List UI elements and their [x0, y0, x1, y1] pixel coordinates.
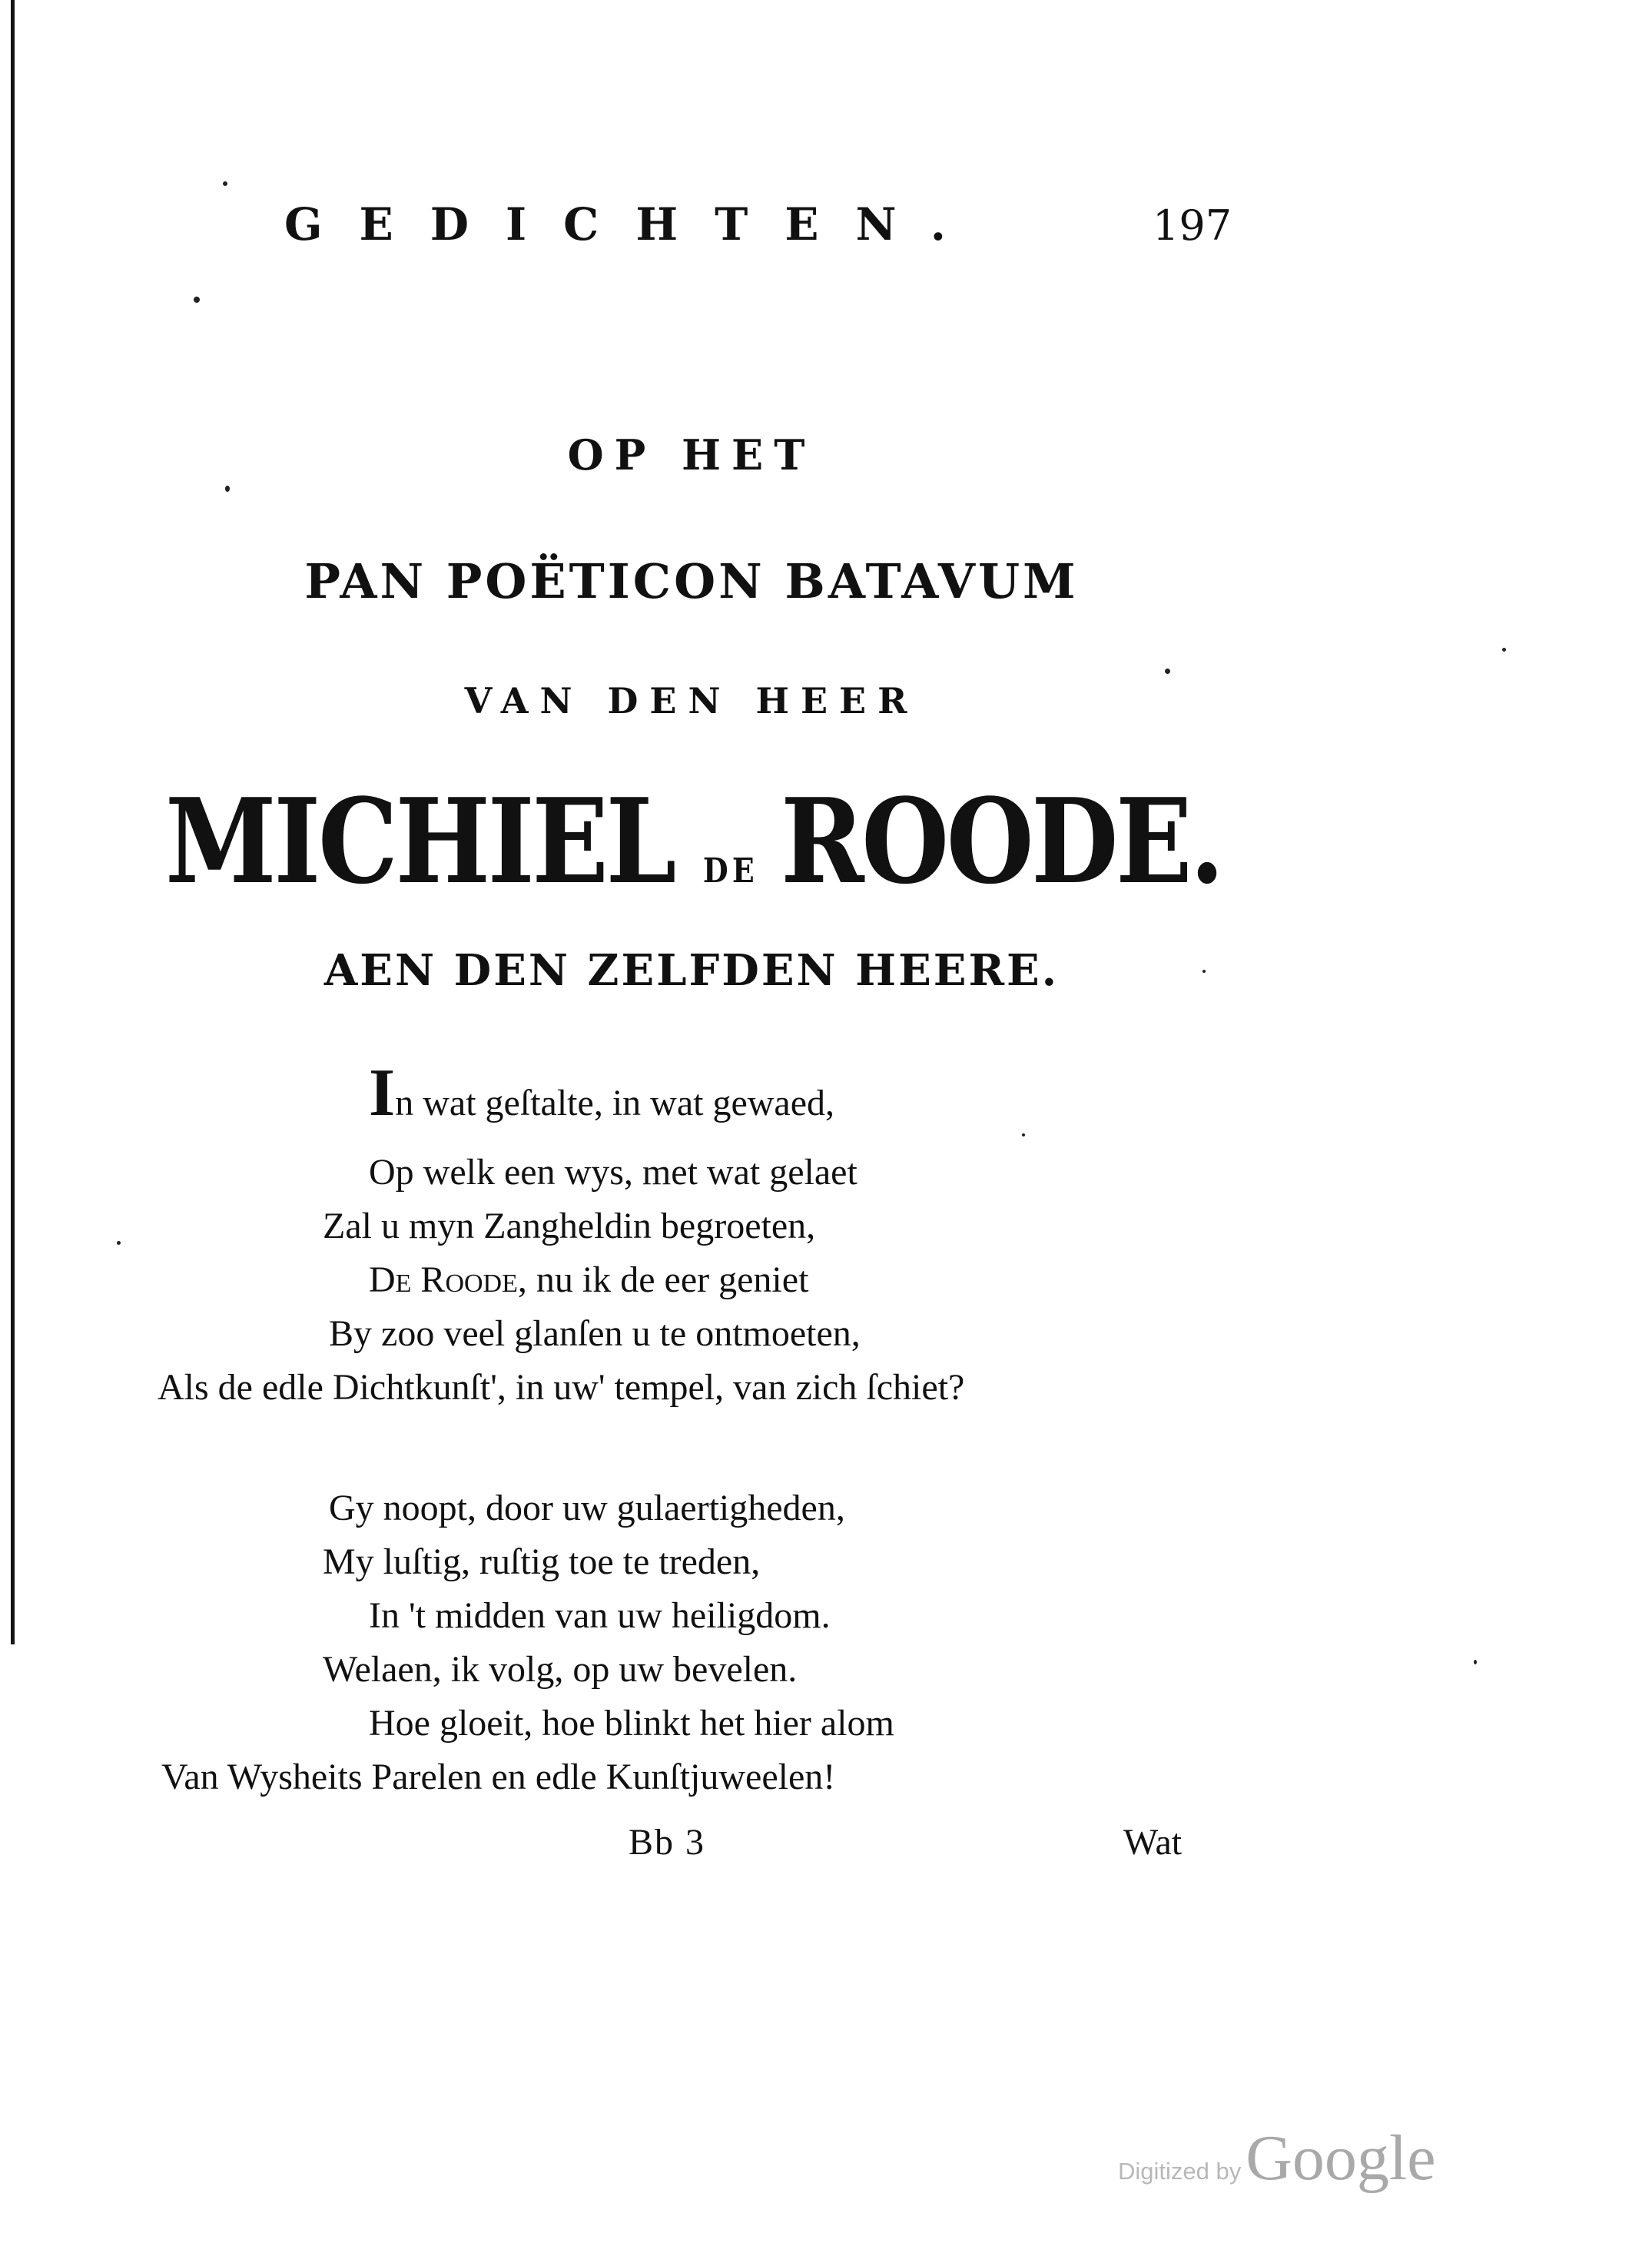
stanza2-line4: Welaen, ik volg, op uw bevelen.	[323, 1649, 798, 1690]
title-line-3: VAN DEN HEER	[464, 680, 919, 722]
stanza2-line2: My luſtig, ruſtig toe te treden,	[323, 1541, 761, 1582]
drop-cap: I	[369, 1056, 396, 1130]
scan-speck	[1165, 669, 1170, 674]
title-name-first: MICHIEL	[165, 772, 675, 910]
stanza2-line1: Gy noopt, door uw gulaertigheden,	[329, 1488, 845, 1528]
watermark-prefix: Digitized by	[1118, 2158, 1242, 2185]
scan-speck	[225, 486, 230, 492]
stanza2-line5: Hoe gloeit, hoe blinkt het hier alom	[369, 1703, 894, 1744]
title-line-2: PAN POËTICON BATAVUM	[304, 553, 1079, 609]
signature-mark: Bb 3	[629, 1822, 706, 1863]
page-edge-line	[11, 0, 15, 1644]
digitized-watermark	[1118, 2121, 1436, 2195]
stanza1-line3: Zal u myn Zangheldin begroeten,	[323, 1206, 816, 1246]
scan-speck	[1022, 1133, 1025, 1136]
title-name-last: ROODE.	[781, 772, 1222, 910]
scan-speck	[223, 181, 227, 186]
stanza1-line2: Op welk een wys, met wat gelaet	[369, 1152, 858, 1193]
scan-speck	[194, 297, 200, 303]
catchword: Wat	[1123, 1822, 1183, 1863]
stanza1-line1	[369, 1056, 835, 1130]
scan-speck	[1474, 1660, 1477, 1664]
page-number: 197	[1153, 201, 1232, 250]
scan-speck	[1502, 648, 1506, 652]
scan-speck	[1203, 970, 1206, 973]
google-logo: Google	[1246, 2122, 1436, 2194]
running-title: GEDICHTEN.	[284, 198, 983, 251]
dedication: AEN DEN ZELFDEN HEERE.	[323, 945, 1060, 996]
title-name-particle: DE	[702, 851, 758, 891]
title-name	[165, 772, 1222, 910]
stanza2-line3: In 't midden van uw heiligdom.	[369, 1595, 831, 1636]
stanza1-line5: By zoo veel glanſen u te ontmoeten,	[329, 1313, 861, 1354]
stanza1-line6: Als de edle Dichtkunſt', in uw' tempel, van zich ſchiet?	[158, 1367, 965, 1408]
stanza1-line1-text: n wat geſtalte, in wat gewaed,	[395, 1083, 835, 1123]
title-line-1: OP HET	[567, 430, 816, 479]
stanza1-line4	[369, 1259, 808, 1301]
stanza1-line4-name: De Roode	[369, 1259, 518, 1300]
scan-speck	[117, 1241, 121, 1245]
stanza1-line4-text: , nu ik de eer geniet	[517, 1259, 809, 1300]
stanza2-line6: Van Wysheits Parelen en edle Kunſtjuweelen!	[161, 1757, 836, 1797]
